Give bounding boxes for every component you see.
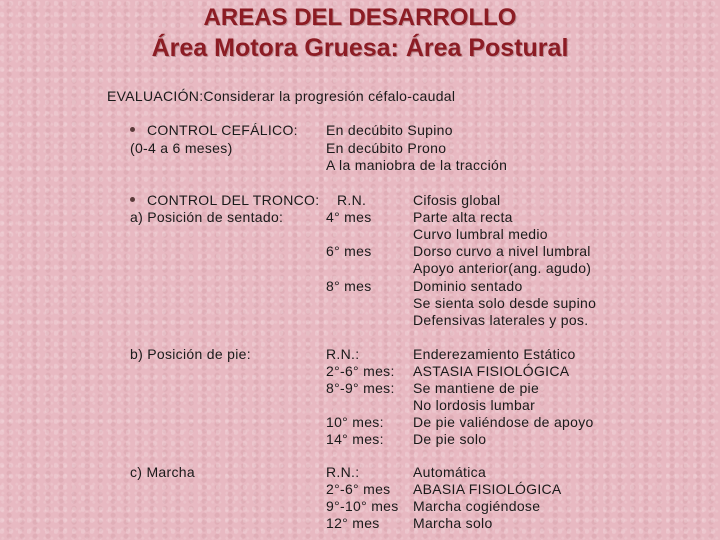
- gait-age: 9°-10° mes: [326, 498, 399, 514]
- trunk-age: 8° mes: [326, 278, 372, 294]
- standing-desc: Se mantiene de pie: [413, 380, 540, 396]
- trunk-age: 6° mes: [326, 243, 372, 259]
- cephalic-item: En decúbito Prono: [326, 140, 447, 156]
- slide-title: AREAS DEL DESARROLLO: [203, 4, 517, 31]
- slide-subtitle: Área Motora Gruesa: Área Postural: [151, 34, 569, 62]
- trunk-title: CONTROL DEL TRONCO:: [130, 192, 319, 209]
- gait-desc: Marcha solo: [413, 515, 493, 531]
- gait-desc: Marcha cogiéndose: [413, 498, 541, 514]
- trunk-desc: Curvo lumbral medio: [413, 226, 548, 242]
- trunk-desc: Apoyo anterior(ang. agudo): [413, 260, 592, 276]
- trunk-desc: Dorso curvo a nivel lumbral: [413, 243, 591, 259]
- standing-age: 10° mes:: [326, 414, 384, 430]
- trunk-desc: Cifosis global: [413, 192, 501, 208]
- sitting-label: a) Posición de sentado:: [130, 209, 284, 225]
- standing-label: b) Posición de pie:: [130, 346, 251, 362]
- cephalic-age: (0-4 a 6 meses): [130, 140, 233, 156]
- trunk-desc: Parte alta recta: [413, 209, 513, 225]
- cephalic-item: En decúbito Supino: [326, 122, 453, 138]
- trunk-age: 4° mes: [326, 209, 372, 225]
- gait-desc: Automática: [413, 464, 487, 480]
- standing-age: 2°-6° mes:: [326, 363, 395, 379]
- evaluation-line: [107, 88, 455, 105]
- trunk-desc: Defensivas laterales y pos.: [413, 312, 589, 328]
- standing-age: 14° mes:: [326, 431, 384, 447]
- gait-age: 12° mes: [326, 515, 380, 531]
- standing-desc: ASTASIA FISIOLÓGICA: [413, 363, 570, 379]
- trunk-desc: Se sienta solo desde supino: [413, 295, 597, 311]
- evaluation-text: Considerar la progresión céfalo-caudal: [203, 88, 456, 104]
- standing-desc: Enderezamiento Estático: [413, 346, 576, 362]
- bullet-icon: [130, 197, 135, 202]
- cephalic-item: A la maniobra de la tracción: [326, 157, 508, 173]
- gait-desc: ABASIA FISIOLÓGICA: [413, 481, 562, 497]
- gait-label: c) Marcha: [130, 464, 195, 480]
- cephalic-title: CONTROL CEFÁLICO:: [130, 122, 298, 139]
- standing-desc: De pie valiéndose de apoyo: [413, 414, 594, 430]
- standing-desc: No lordosis lumbar: [413, 397, 536, 413]
- standing-desc: De pie solo: [413, 431, 487, 447]
- gait-age: 2°-6° mes: [326, 481, 391, 497]
- standing-age: R.N.:: [326, 346, 360, 362]
- trunk-rn: R.N.: [337, 192, 367, 208]
- evaluation-label: EVALUACIÓN:: [107, 88, 204, 104]
- bullet-icon: [130, 127, 135, 132]
- trunk-desc: Dominio sentado: [413, 278, 523, 294]
- gait-age: R.N.:: [326, 464, 360, 480]
- standing-age: 8°-9° mes:: [326, 380, 395, 396]
